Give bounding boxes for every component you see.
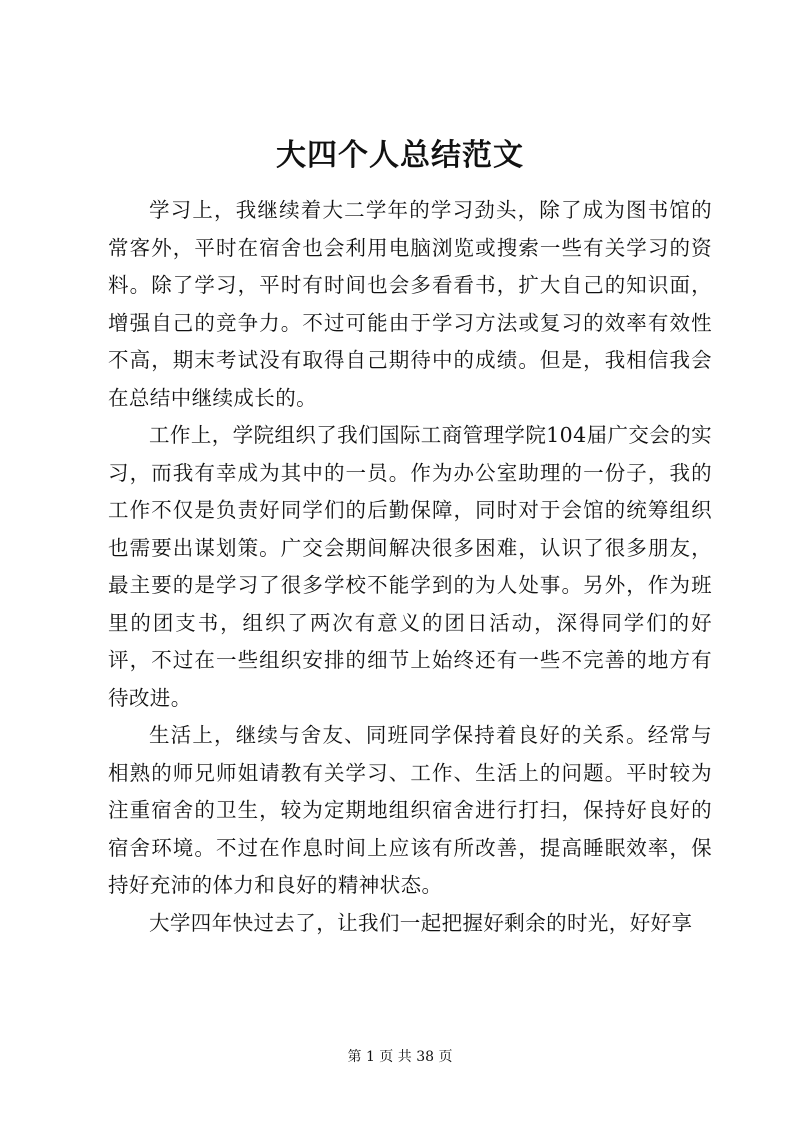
- paragraph-life: 生活上，继续与舍友、同班同学保持着良好的关系。经常与相熟的师兄师姐请教有关学习、工作、生活上的问题。平时较为注重宿舍的卫生，较为定期地组织宿舍进行打扫，保持好良好的宿舍环境。不过在作息时间上应该有所改善，提高睡眠效率，保持好充沛的体力和良好的精神状态。: [108, 723, 712, 897]
- page-footer: 第 1 页 共 38 页: [347, 1049, 453, 1065]
- document-body: [108, 192, 712, 942]
- paragraph-study: 学习上，我继续着大二学年的学习劲头，除了成为图书馆的常客外，平时在宿舍也会利用电脑浏览或搜索一些有关学习的资料。除了学习，平时有时间也会多看看书，扩大自己的知识面，增强自己的竞争力。不过可能由于学习方法或复习的效率有效性不高，期末考试没有取得自己期待中的成绩。但是，我相信我会在总结中继续成长的。: [108, 198, 712, 410]
- document-title: 大四个人总结范文: [276, 138, 524, 173]
- paragraph-work: 工作上，学院组织了我们国际工商管理学院104届广交会的实习，而我有幸成为其中的一员。作为办公室助理的一份子，我的工作不仅是负责好同学们的后勤保障，同时对于会馆的统筹组织也需要出谋划策。广交会期间解决很多困难，认识了很多朋友，最主要的是学习了很多学校不能学到的为人处事。另外，作为班里的团支书，组织了两次有意义的团日活动，深得同学们的好评，不过在一些组织安排的细节上始终还有一些不完善的地方有待改进。: [108, 423, 712, 710]
- paragraph-closing: 大学四年快过去了，让我们一起把握好剩余的时光，好好享: [149, 910, 693, 935]
